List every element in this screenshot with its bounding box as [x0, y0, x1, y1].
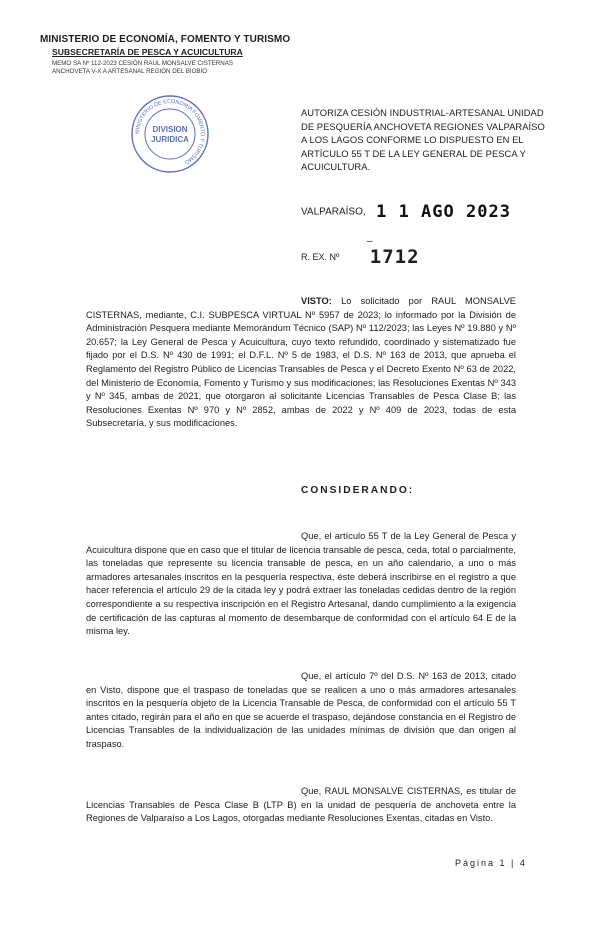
- rex-dash: –: [367, 236, 373, 247]
- visto-text: Lo solicitado por RAUL MONSALVE CISTERNAS, mediante, C.I. SUBPESCA VIRTUAL Nº 5957 de 2023; lo informado por la División de Administración Pesquera mediante Memorándum Técnico (SAP) Nº 112/2023; las Leyes Nº 19.880 y Nº 20.657; la Ley General de Pesca y Acuicultura, cuyo texto refundido, coordinado y sistematizado fue fijado por el D.S. Nº 430 de 1991; el D.F.L. Nº 5 de 1983, el D.S. Nº 163 de 2013, que aprueba el Reglamento del Registro Público de Licencias Transables de Pesca y el Decreto Exento Nº 63 de 2022, del Ministerio de Economía, Fomento y Turismo y sus modificaciones; las Resoluciones Exentas Nº 343 y Nº 345, ambas de 2021, que otorgaron al solicitante Licencias Transables de Pesca Clase B; las Resoluciones Exentas Nº 970 y Nº 2852, ambas de 2022 y Nº 409 de 2023, todas de esta Subsecretaría, y sus modificaciones.: [86, 296, 516, 429]
- considerando-paragraph-1: Que, el artículo 55 T de la Ley General de Pesca y Acuicultura dispone que en caso que el titular de licencia transable de pesca, ceda, total o parcialmente, las toneladas que represente su licencia transable de pesca, en un año calendario, a uno o más armadores artesanales inscritos en la pesquería respectiva, éste deberá inscribirse en el registro a que hacer referencia el artículo 29 de la citada ley y podrá extraer las toneladas cedidas dentro de la región correspondiente a su respectiva inscripción en el Registro Artesanal, dando cumplimiento a la exigencia de certificación de las capturas al momento de desembarque de conformidad con el artículo 64 E de la misma ley.: [86, 531, 516, 637]
- date-stamp: 1 1 AGO 2023: [376, 202, 511, 222]
- stamp-line-2: JURIDICA: [151, 135, 189, 144]
- stamp-inner-ring: [145, 109, 195, 159]
- page-number: Página 1 | 4: [455, 858, 527, 868]
- subsecretaria-name: SUBSECRETARÍA DE PESCA Y ACUICULTURA: [52, 47, 243, 57]
- visto-lead: VISTO:: [301, 296, 332, 306]
- resolution-number-line: [301, 236, 420, 268]
- considerando-paragraph-3: Que, RAUL MONSALVE CISTERNAS, es titular de Licencias Transables de Pesca Clase B (LTP B) en la unidad de pesquería de anchoveta entre la Regiones de Valparaíso a Los Lagos, otorgadas mediante Resoluciones Exentas, citadas en Visto.: [86, 786, 516, 824]
- visto-paragraph: [86, 295, 516, 431]
- rex-number: 1712: [369, 246, 420, 268]
- resolution-subject: AUTORIZA CESIÓN INDUSTRIAL-ARTESANAL UNIDAD DE PESQUERÍA ANCHOVETA REGIONES VALPARAÍSO A LOS LAGOS CONFORME LO DISPUESTO EN EL ARTÍCULO 55 T DE LA LEY GENERAL DE PESCA Y ACUICULTURA.: [301, 107, 545, 172]
- letterhead: [40, 34, 291, 76]
- considerando-paragraph-2: Que, el artículo 7º del D.S. Nº 163 de 2013, citado en Visto, dispone que el traspaso de toneladas que se realicen a uno o más armadores artesanales inscritos en la pesquería objeto de la Licencia Transable de Pesca, de conformidad con el artículo 55 T antes citado, regirán para el año en que se acuerde el traspaso, dejándose constancia en el Registro de Licencias Transables de la individualización de las unidades mínimas de división que dan origen al traspaso.: [86, 671, 516, 749]
- stamp-line-1: DIVISION: [152, 125, 188, 134]
- stamp-ring-text: MINISTERIO DE ECONOMIA FOMENTO Y TURISMO: [134, 98, 206, 165]
- memo-line-1: MEMO SA Nº 112-2023 CESIÓN RAUL MONSALVE CISTERNAS: [52, 60, 233, 67]
- stamp-outer-ring: [132, 96, 208, 172]
- city-label: VALPARAÍSO,: [301, 206, 366, 218]
- considerando-heading: CONSIDERANDO:: [301, 485, 415, 496]
- memo-reference: [52, 60, 270, 76]
- division-juridica-stamp: [130, 94, 210, 174]
- date-line: [301, 202, 511, 222]
- rex-label: R. EX. Nº: [301, 252, 340, 262]
- memo-line-2: ANCHOVETA V-X A ARTESANAL REGIÓN DEL BIOBIO: [52, 68, 208, 75]
- ministry-name: MINISTERIO DE ECONOMÍA, FOMENTO Y TURISMO: [40, 34, 291, 45]
